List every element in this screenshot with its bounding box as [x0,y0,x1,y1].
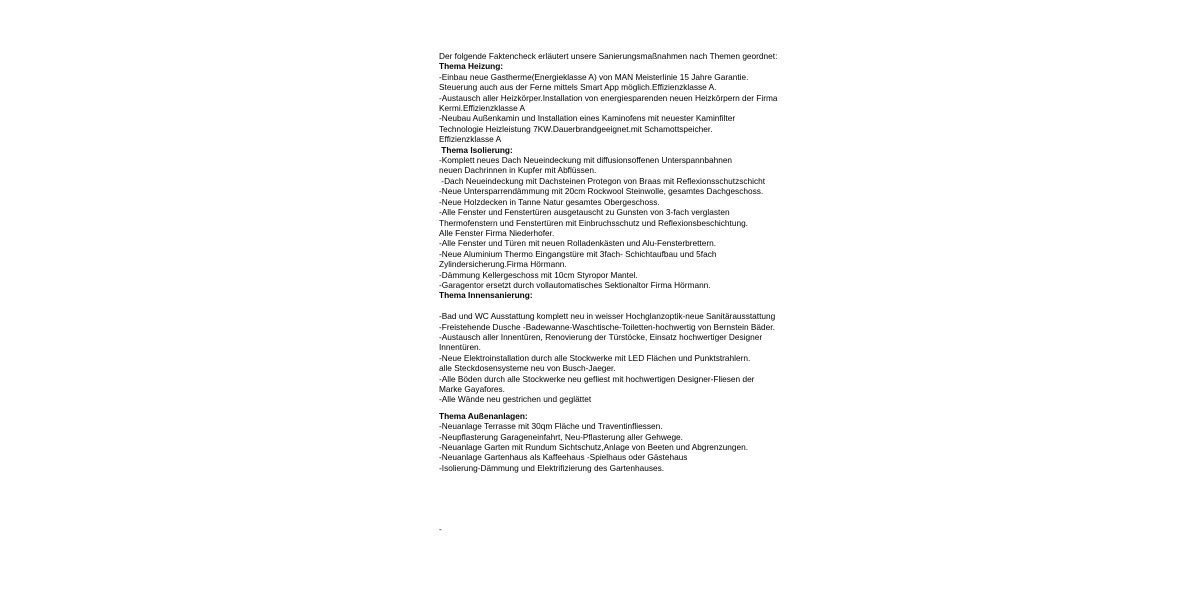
text-line: Zylindersicherung.Firma Hörmann. [439,259,567,270]
text-line: -Austausch aller Innentüren, Renovierung der Türstöcke, Einsatz hochwertiger Designer [439,331,763,342]
text-line: -Komplett neues Dach Neueindeckung mit diffusionsoffenen Unterspannbahnen [439,155,733,166]
text-line: Marke Gayafores. [439,383,505,394]
text-line: -Dämmung Kellergeschoss mit 10cm Styropor Mantel. [439,269,638,280]
intro-text: Der folgende Faktencheck erläutert unsere Sanierungsmaßnahmen nach Themen geordnet: [439,51,778,61]
text-line: -Neue Holzdecken in Tanne Natur gesamtes Obergeschoss. [439,196,660,207]
text-line: -Neue Untersparrendämmung mit 20cm Rockwool Steinwolle, gesamtes Dachgeschoss. [439,186,764,197]
text-line: -Alle Wände neu gestrichen und geglättet [439,394,592,405]
section-heading-aussenanlagen: Thema Außenanlagen: [439,410,528,421]
text-line: -Einbau neue Gastherme(Energieklasse A) von MAN Meisterlinie 15 Jahre Garantie. [439,71,749,82]
text-line: Thermofenstern und Fenstertüren mit Einbruchsschutz und Reflexionsbeschichtung. [439,217,748,228]
text-line: Effizienzklasse A [439,134,502,145]
text-line: -Isolierung-Dämmung und Elektrifizierung des Gartenhauses. [439,462,665,473]
trailing-dash: - [439,524,442,535]
text-line: -Neuanlage Gartenhaus als Kaffeehaus -Spielhaus oder Gästehaus [439,452,688,463]
section-heading-heizung: Thema Heizung: [439,61,504,72]
text-line: -Dach Neueindeckung mit Dachsteinen Protegon von Braas mit Reflexionsschutzschicht [439,175,766,186]
text-line: -Neupflasterung Garageneinfahrt, Neu-Pflasterung aller Gehwege. [439,431,683,442]
section-heading-innensanierung: Thema Innensanierung: [439,290,533,301]
text-line: -Neue Aluminium Thermo Eingangstüre mit 3fach- Schichtaufbau und 5fach [439,248,717,259]
text-line: -Neubau Außenkamin und Installation eines Kaminofens mit neuester Kaminfilter [439,113,736,124]
text-line: alle Steckdosensysteme neu von Busch-Jaeger. [439,363,616,374]
text-line: -Freistehende Dusche -Badewanne-Waschtische-Toiletten-hochwertig von Bernstein Bäder. [439,321,775,332]
text-line: -Alle Fenster und Türen mit neuen Rolladenkästen und Alu-Fensterbrettern. [439,238,717,249]
text-line: -Neuanlage Garten mit Rundum Sichtschutz,Anlage von Beeten und Abgrenzungen. [439,442,749,453]
text-line: Technologie Heizleistung 7KW.Dauerbrandgeeignet.mit Schamottspeicher. [439,123,713,134]
text-line: -Alle Fenster und Fenstertüren ausgetauscht zu Gunsten von 3-fach verglasten [439,207,730,218]
spacer [439,473,769,524]
text-line: -Austausch aller Heizkörper.Installation von energiesparenden neuen Heizkörpern der Firma [439,92,778,103]
text-line: -Neuanlage Terrasse mit 30qm Fläche und Traventinfliessen. [439,421,663,432]
text-line: Innentüren. [439,342,481,353]
spacer [439,301,769,311]
text-line: -Alle Böden durch alle Stockwerke neu gefliest mit hochwertigen Designer-Fliesen der [439,373,755,384]
text-line: Kermi.Effizienzklasse A [439,103,526,114]
text-line: neuen Dachrinnen in Kupfer mit Abflüssen. [439,165,597,176]
text-line: -Neue Elektroinstallation durch alle Stockwerke mit LED Flächen und Punktstrahlern. [439,352,751,363]
section-heading-isolierung: Thema Isolierung: [439,144,513,155]
text-line: -Garagentor ersetzt durch vollautomatisches Sektionaltor Firma Hörmann. [439,279,711,290]
document-body [439,51,778,535]
text-line: Steuerung auch aus der Ferne mittels Smart App möglich.Effizienzklasse A. [439,82,717,93]
text-line: Alle Fenster Firma Niederhofer. [439,227,555,238]
text-line: -Bad und WC Ausstattung komplett neu in weisser Hochglanzoptik-neue Sanitärausstattung [439,311,776,322]
